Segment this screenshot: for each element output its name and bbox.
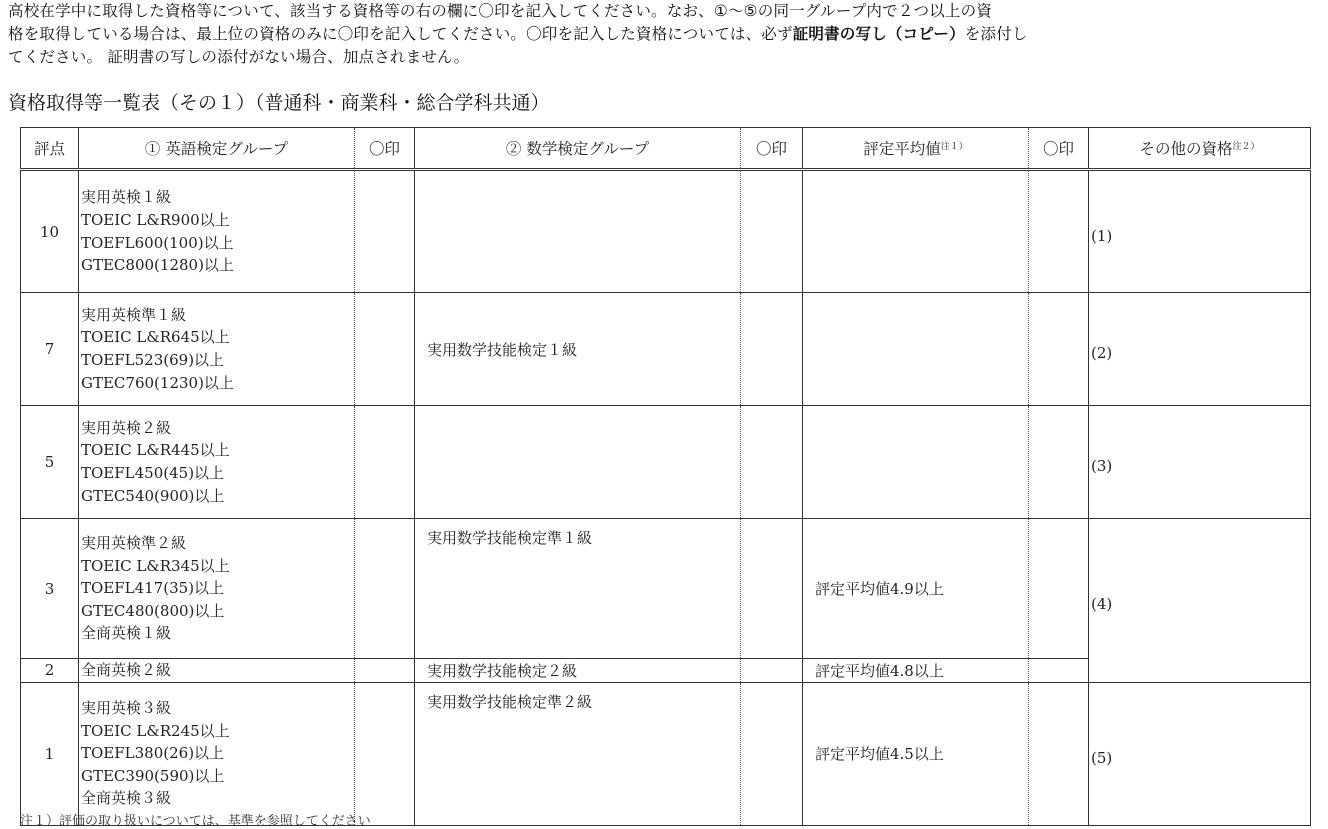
english-cell [79,170,355,293]
english-cell [79,659,355,683]
header-gpa [803,128,1029,170]
math-cell: 実用数学技能検定１級 [415,293,741,406]
header-math-group: ② 数学検定グループ [415,128,741,170]
english-item: TOEFL417(35)以上 [81,579,225,598]
gpa-cell: 評定平均値4.9以上 [803,519,1029,659]
other-qualification-5[interactable]: (5) [1089,682,1311,825]
instruction-line-2 [8,23,1320,46]
english-item: TOEIC L&R645以上 [81,328,230,347]
score-cell: 2 [21,659,79,683]
english-item: TOEIC L&R245以上 [81,721,230,740]
english-item: TOEFL600(100)以上 [81,233,234,252]
english-item: 全商英検２級 [81,661,172,679]
score-cell: 3 [21,519,79,659]
mark-gpa-input[interactable] [1029,659,1089,683]
english-item: GTEC390(590)以上 [81,766,225,785]
english-cell [79,406,355,519]
instruction-line-2-text: 格を取得している場合は、最上位の資格のみに〇印を記入してください。〇印を記入した資格については、必ず [8,25,793,43]
table-row [21,682,1311,825]
english-item: TOEFL450(45)以上 [81,464,225,482]
gpa-cell [803,293,1029,406]
math-cell: 実用数学技能検定２級 [415,659,741,683]
english-item: TOEFL523(69)以上 [81,351,225,369]
other-qualification-4[interactable]: (4) [1089,519,1311,683]
header-mark-gpa: 〇印 [1029,128,1089,170]
gpa-cell: 評定平均値4.8以上 [803,659,1029,683]
header-score: 評点 [21,128,79,170]
math-cell: 実用数学技能検定準１級 [415,519,741,659]
math-cell [415,170,741,293]
mark-english-input[interactable] [355,682,415,825]
table-header-row [21,128,1311,170]
mark-english-input[interactable] [355,293,415,406]
header-other-label: その他の資格 [1139,140,1233,158]
footnote: 注１）評価の取り扱いについては、基準を参照してください [20,814,371,829]
header-gpa-note: 注１） [940,142,968,152]
table-row [21,406,1311,519]
table-heading: 資格取得等一覧表（その１）（普通科・商業科・総合学科共通） [8,92,550,114]
mark-math-input[interactable] [741,659,803,683]
header-mark-english: 〇印 [355,128,415,170]
mark-math-input[interactable] [741,519,803,659]
gpa-cell [803,170,1029,293]
table-row [21,293,1311,406]
score-cell: 1 [21,682,79,825]
score-cell: 7 [21,293,79,406]
certificate-copy-emphasis: 証明書の写し（コピー） [792,25,965,43]
english-item: 実用英検準１級 [81,305,187,324]
english-item: TOEFL380(26)以上 [81,744,225,763]
other-qualification-1[interactable]: (1) [1089,170,1311,293]
english-item: GTEC540(900)以上 [81,486,225,505]
mark-math-input[interactable] [741,293,803,406]
mark-gpa-input[interactable] [1029,170,1089,293]
gpa-cell: 評定平均値4.5以上 [803,682,1029,825]
mark-gpa-input[interactable] [1029,406,1089,519]
instruction-line-1: 高校在学中に取得した資格等について、該当する資格等の右の欄に〇印を記入してください。なお、①～⑤の同一グループ内で２つ以上の資 [8,2,993,20]
score-cell: 10 [21,170,79,293]
english-item: 実用英検準２級 [81,534,187,553]
mark-english-input[interactable] [355,406,415,519]
math-cell: 実用数学技能検定準２級 [415,682,741,825]
score-cell: 5 [21,406,79,519]
english-item: TOEIC L&R445以上 [81,441,230,460]
english-cell [79,682,355,825]
table-row [21,519,1311,659]
english-item: 実用英検１級 [81,188,172,207]
mark-math-input[interactable] [741,682,803,825]
mark-english-input[interactable] [355,519,415,659]
instruction-line-3: てください。 証明書の写しの添付がない場合、加点されません。 [8,48,470,66]
header-mark-math: 〇印 [741,128,803,170]
mark-gpa-input[interactable] [1029,293,1089,406]
english-item: GTEC760(1230)以上 [81,373,234,392]
table-row [21,170,1311,293]
english-item: GTEC800(1280)以上 [81,256,234,275]
english-item: 実用英検２級 [81,418,172,437]
english-item: TOEIC L&R900以上 [81,210,230,229]
qualification-table [20,127,1311,826]
english-cell [79,519,355,659]
math-cell [415,406,741,519]
mark-gpa-input[interactable] [1029,682,1089,825]
english-item: 全商英検３級 [81,789,172,808]
mark-gpa-input[interactable] [1029,519,1089,659]
mark-math-input[interactable] [741,170,803,293]
english-cell [79,293,355,406]
other-qualification-2[interactable]: (2) [1089,293,1311,406]
header-english-group: ① 英語検定グループ [79,128,355,170]
english-item: TOEIC L&R345以上 [81,556,230,575]
header-other [1089,128,1311,170]
english-item: GTEC480(800)以上 [81,601,225,620]
english-item: 実用英検３級 [81,699,172,718]
mark-math-input[interactable] [741,406,803,519]
english-item: 全商英検１級 [81,624,172,643]
header-gpa-label: 評定平均値 [863,140,941,158]
gpa-cell [803,406,1029,519]
mark-english-input[interactable] [355,170,415,293]
header-other-note: 注２） [1232,142,1260,152]
instruction-line-2-end: を添付し [964,25,1028,43]
mark-english-input[interactable] [355,659,415,683]
other-qualification-3[interactable]: (3) [1089,406,1311,519]
instructions [8,0,1320,69]
